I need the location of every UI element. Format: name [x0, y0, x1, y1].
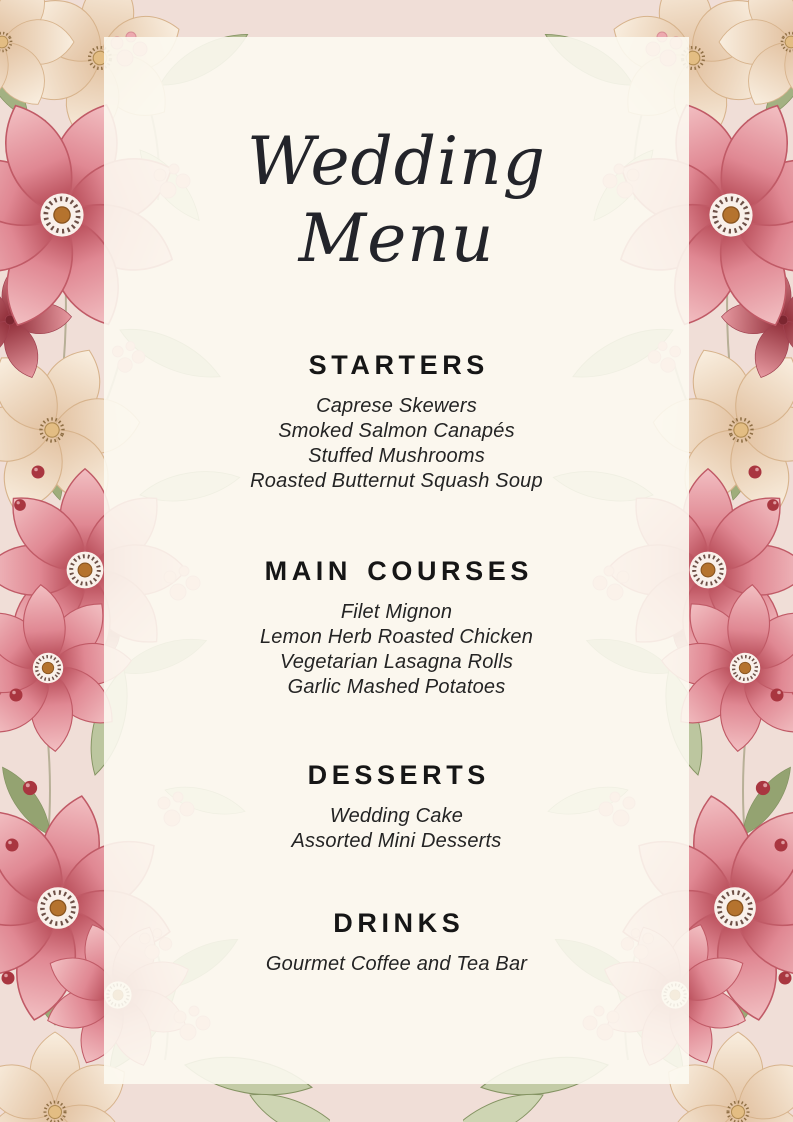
menu-panel [104, 37, 689, 1084]
menu-item: Garlic Mashed Potatoes [287, 676, 506, 698]
menu-title-line1: Wedding [247, 123, 546, 200]
menu-item: Stuffed Mushrooms [308, 445, 485, 467]
section-main-courses [104, 555, 689, 700]
section-starters-heading: STARTERS [308, 350, 489, 380]
menu-item: Assorted Mini Desserts [291, 830, 502, 852]
menu-title-line2: Menu [298, 200, 495, 277]
menu-item: Gourmet Coffee and Tea Bar [265, 953, 528, 975]
section-desserts [104, 759, 689, 854]
section-starters-items [104, 394, 689, 494]
menu-item: Lemon Herb Roasted Chicken [259, 626, 534, 648]
section-starters [104, 349, 689, 494]
menu-item: Vegetarian Lasagna Rolls [279, 651, 514, 673]
menu-item: Roasted Butternut Squash Soup [250, 470, 543, 492]
menu-item: Caprese Skewers [316, 395, 477, 417]
menu-item: Smoked Salmon Canapés [278, 420, 515, 442]
section-drinks [104, 907, 689, 977]
section-main-courses-heading: MAIN COURSES [264, 556, 533, 586]
section-drinks-heading: DRINKS [333, 908, 465, 938]
section-desserts-items [104, 804, 689, 854]
menu-item: Filet Mignon [340, 601, 453, 623]
section-main-courses-items [104, 600, 689, 700]
section-drinks-items [104, 952, 689, 977]
menu-item: Wedding Cake [329, 805, 464, 827]
section-desserts-heading: DESSERTS [307, 760, 490, 790]
menu-title [104, 37, 689, 277]
